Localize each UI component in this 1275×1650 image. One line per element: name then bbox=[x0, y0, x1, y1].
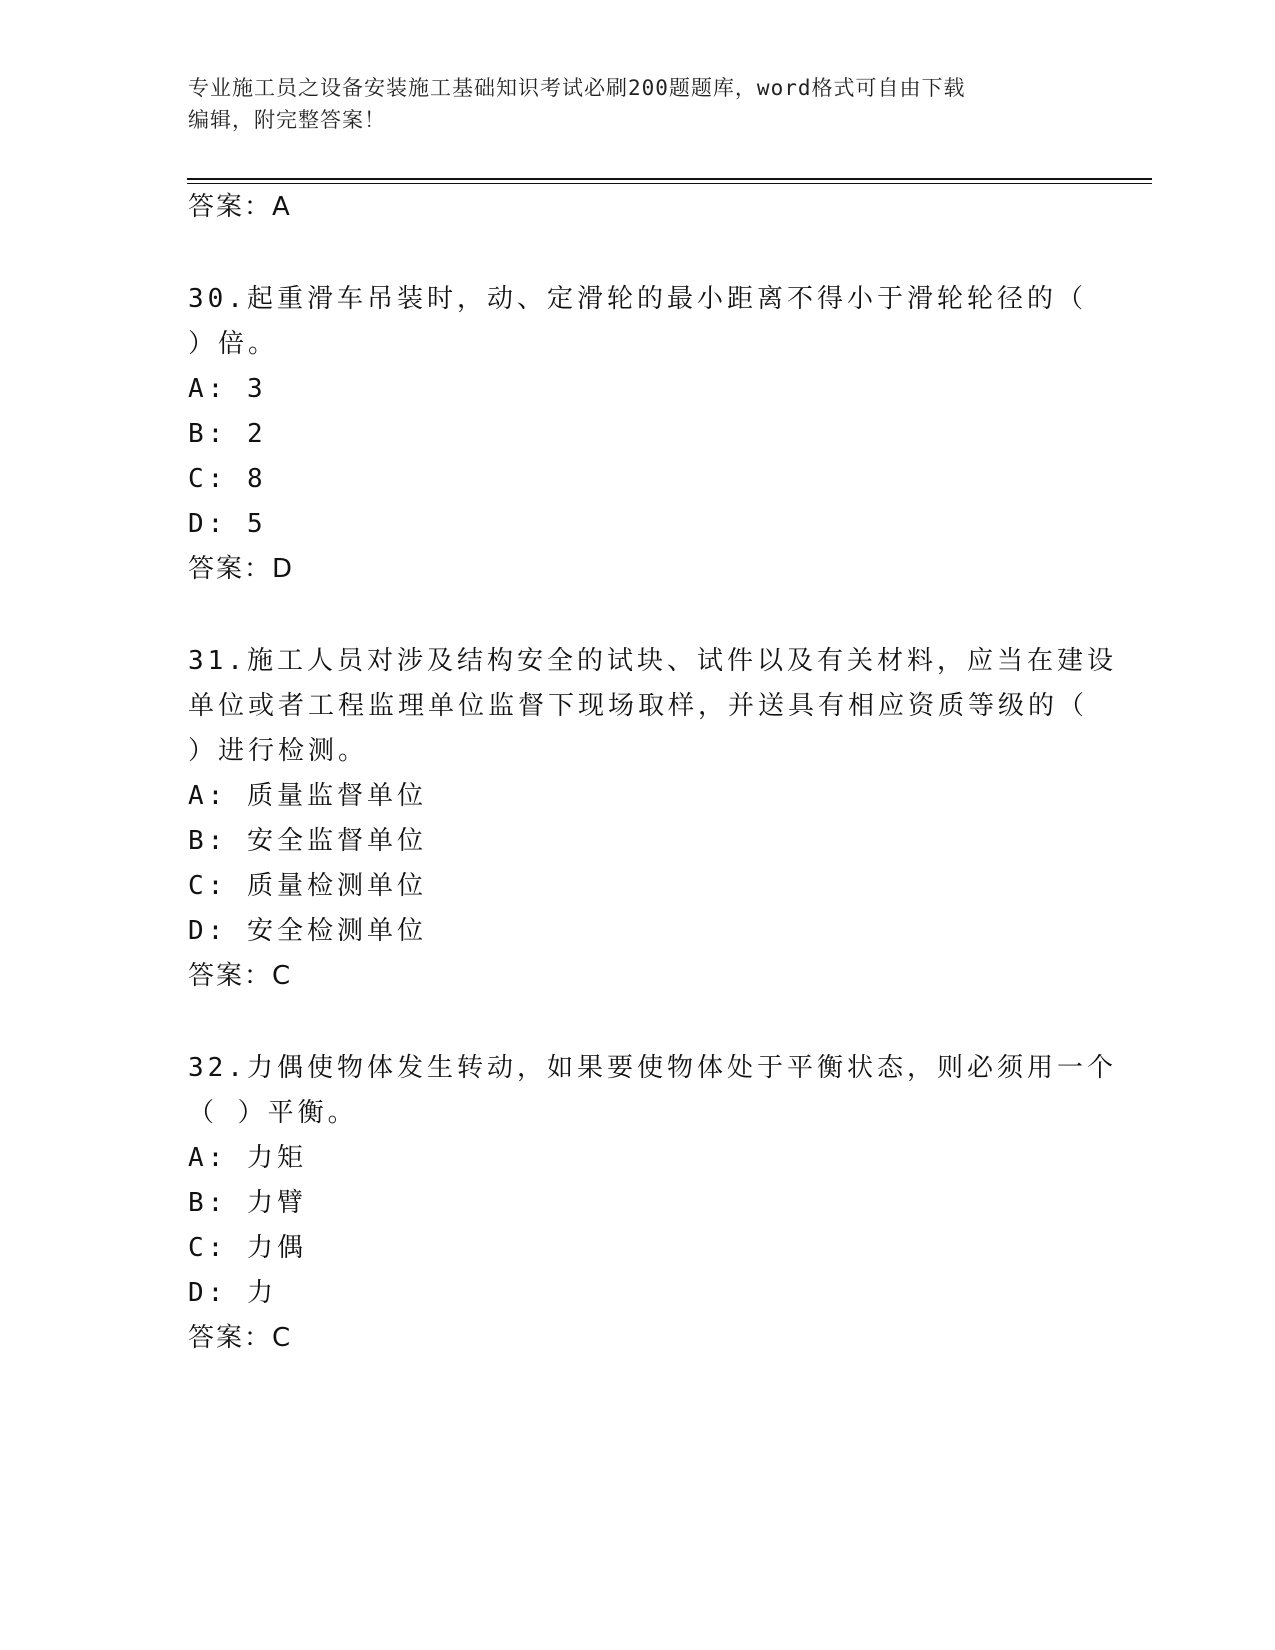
header-line: 编辑，附完整答案！ bbox=[188, 108, 386, 132]
answer: 答案：C bbox=[188, 961, 293, 991]
question-stem-line: ）倍。 bbox=[188, 329, 279, 359]
question-stem-line: 31.施工人员对涉及结构安全的试块、试件以及有关材料，应当在建设 bbox=[188, 646, 1117, 676]
option-b: B: 力臂 bbox=[188, 1188, 307, 1218]
answer: 答案：C bbox=[188, 1323, 293, 1353]
question-stem-line: （ ）平衡。 bbox=[188, 1098, 358, 1128]
option-d: D: 5 bbox=[188, 509, 267, 539]
option-d: D: 力 bbox=[188, 1278, 277, 1308]
question-stem-line: 32.力偶使物体发生转动，如果要使物体处于平衡状态，则必须用一个 bbox=[188, 1053, 1117, 1083]
option-b: B: 安全监督单位 bbox=[188, 826, 427, 856]
option-c: C: 力偶 bbox=[188, 1233, 307, 1263]
option-d: D: 安全检测单位 bbox=[188, 916, 427, 946]
option-b: B: 2 bbox=[188, 419, 267, 449]
option-a: A: 3 bbox=[188, 374, 267, 404]
option-c: C: 质量检测单位 bbox=[188, 871, 427, 901]
header-line: 专业施工员之设备安装施工基础知识考试必刷200题题库，word格式可自由下载 bbox=[188, 76, 966, 100]
document-header bbox=[188, 72, 1068, 136]
previous-answer: 答案：A bbox=[188, 192, 292, 222]
header-divider-thin bbox=[187, 183, 1152, 184]
option-a: A: 力矩 bbox=[188, 1143, 307, 1173]
header-divider bbox=[187, 178, 1152, 180]
question-stem-line: 30.起重滑车吊装时，动、定滑轮的最小距离不得小于滑轮轮径的（ bbox=[188, 284, 1087, 314]
question-stem-line: 单位或者工程监理单位监督下现场取样，并送具有相应资质等级的（ bbox=[188, 691, 1089, 721]
question-stem-line: ）进行检测。 bbox=[188, 736, 369, 766]
option-c: C: 8 bbox=[188, 464, 267, 494]
answer: 答案：D bbox=[188, 554, 295, 584]
option-a: A: 质量监督单位 bbox=[188, 781, 427, 811]
